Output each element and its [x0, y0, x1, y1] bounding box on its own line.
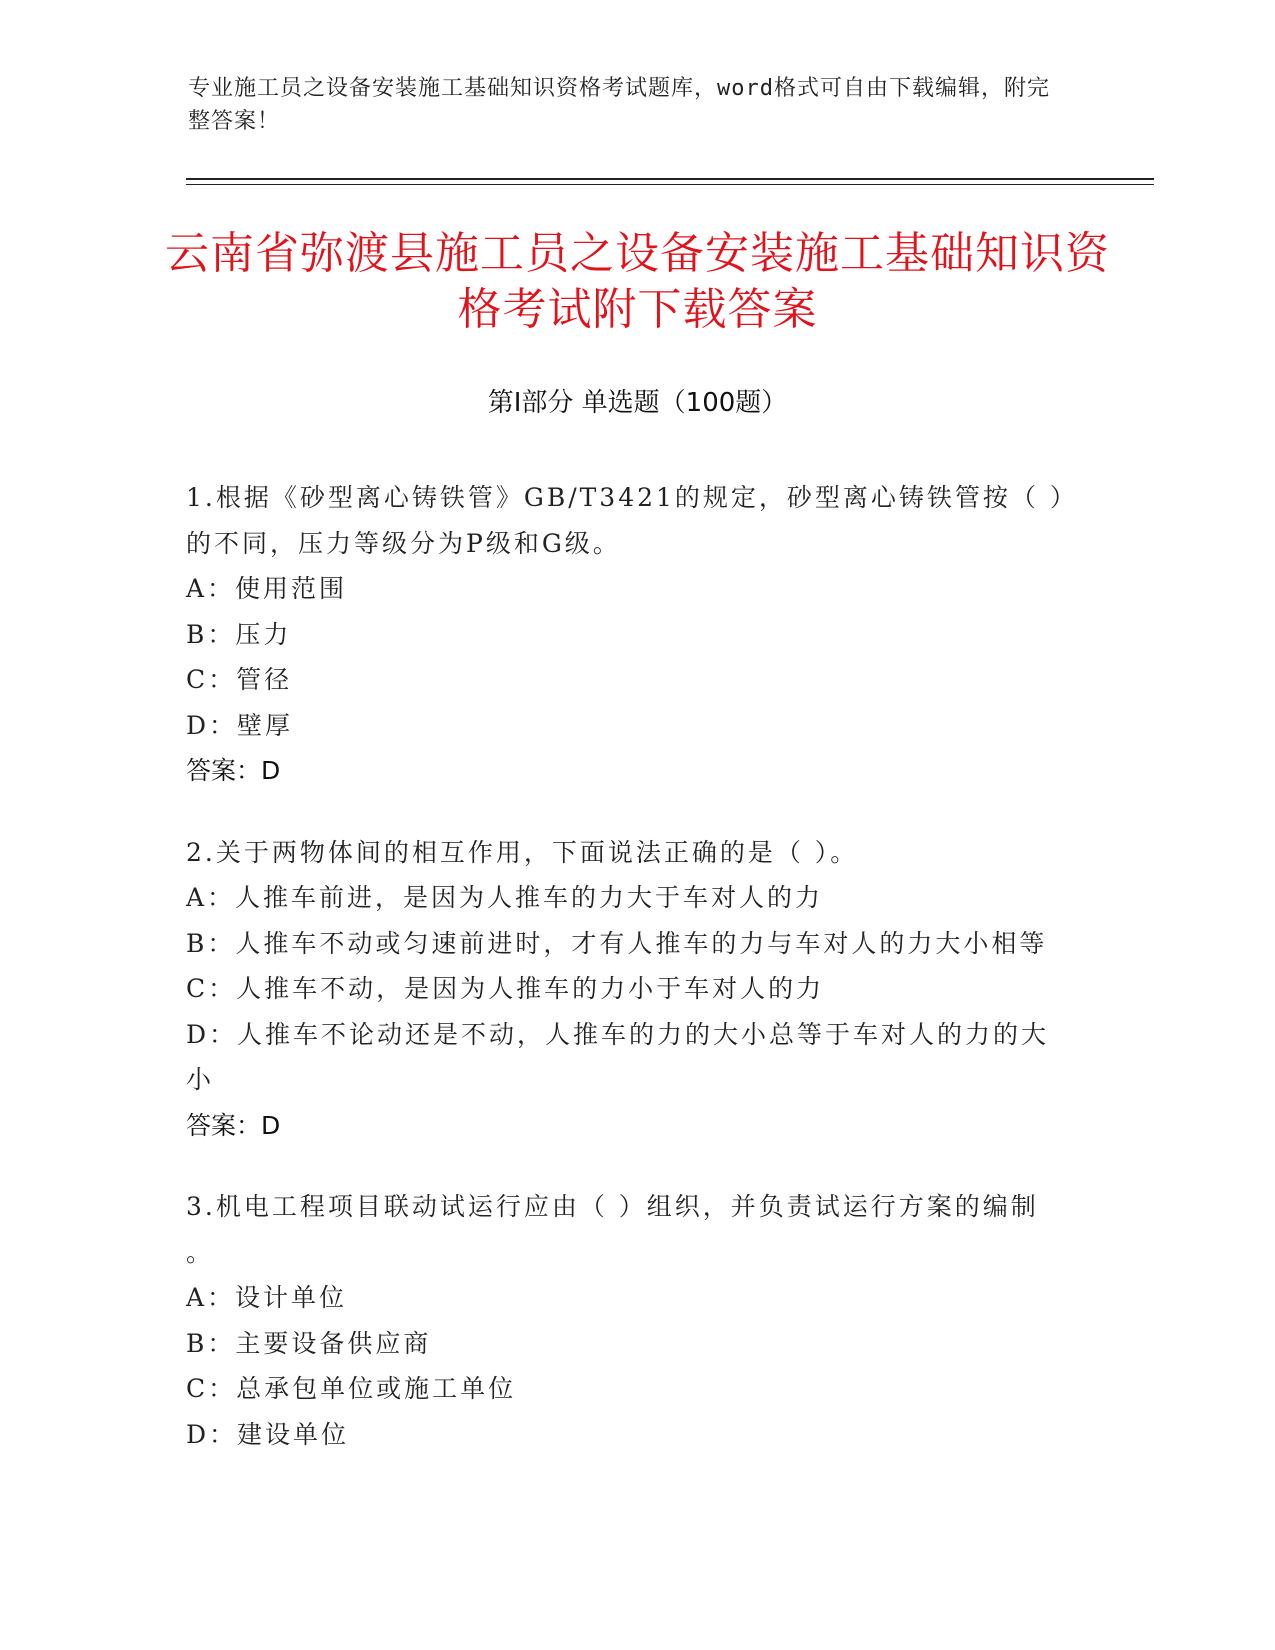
option-a: A：设计单位 [186, 1283, 348, 1312]
option-a: A：使用范围 [186, 574, 348, 603]
question-stem-line: 。 [186, 1237, 215, 1267]
option-c: C：管径 [186, 665, 293, 694]
option-b: B：主要设备供应商 [186, 1328, 432, 1358]
answer-label: 答案：D [186, 756, 281, 785]
question-list [186, 475, 1078, 1493]
header-divider-thin [186, 184, 1154, 185]
question-3 [186, 1184, 1066, 1457]
option-c: C：总承包单位或施工单位 [186, 1374, 517, 1403]
header-divider-thick [186, 178, 1154, 180]
option-d: D：壁厚 [186, 710, 294, 740]
section-heading: 第Ⅰ部分 单选题（100题） [487, 388, 788, 418]
question-stem-line: 2.关于两物体间的相互作用，下面说法正确的是（ ）。 [186, 837, 859, 867]
question-1 [186, 475, 1078, 794]
option-d: D：人推车不论动还是不动，人推车的力的大小总等于车对人的力的大 [186, 1019, 1050, 1049]
option-b: B：人推车不动或匀速前进时，才有人推车的力与车对人的力大小相等 [186, 928, 1048, 958]
question-stem-line: 的不同，压力等级分为P级和G级。 [186, 528, 621, 558]
option-a: A：人推车前进，是因为人推车的力大于车对人的力 [186, 883, 824, 912]
answer-label: 答案：D [186, 1110, 281, 1140]
option-c: C：人推车不动，是因为人推车的力小于车对人的力 [186, 974, 825, 1003]
document-title: 云南省弥渡县施工员之设备安装施工基础知识资格考试附下载答案 [165, 228, 1110, 335]
option-d: D：建设单位 [186, 1419, 350, 1449]
question-stem-line: 1.根据《砂型离心铸铁管》GB/T3421的规定，砂型离心铸铁管按（ ） [186, 483, 1078, 512]
question-stem-line: 3.机电工程项目联动试运行应由（ ）组织，并负责试运行方案的编制 [186, 1192, 1039, 1221]
option-d-continued: 小 [186, 1065, 215, 1094]
option-b: B：压力 [186, 619, 292, 649]
header-note: 专业施工员之设备安装施工基础知识资格考试题库，word格式可自由下载编辑，附完整答案！ [188, 76, 1050, 134]
question-2 [186, 830, 1066, 1149]
